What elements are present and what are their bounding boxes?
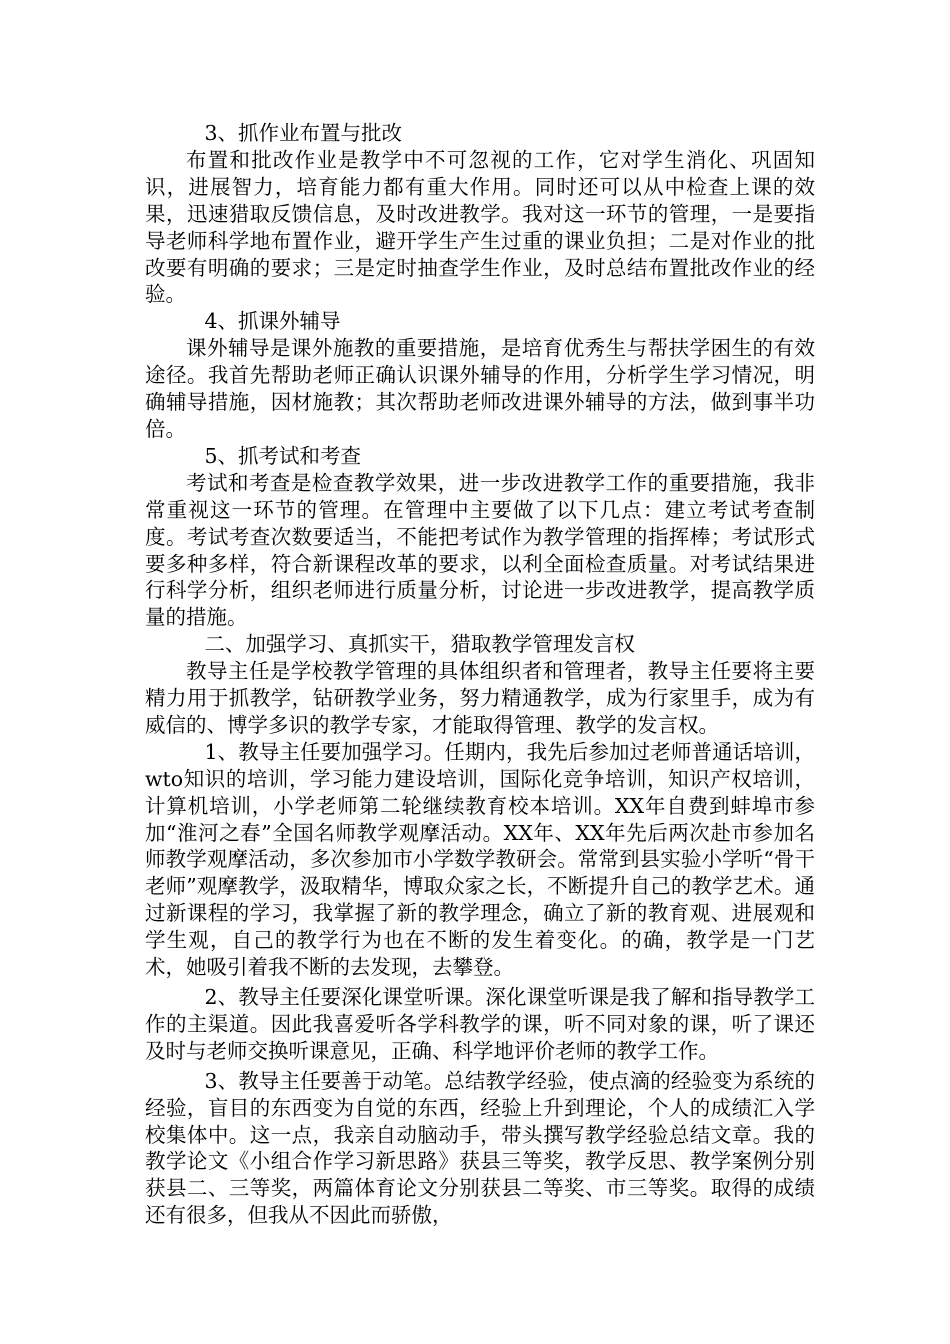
section-heading-tutoring: 4、抓课外辅导 <box>204 309 341 334</box>
paragraph-lesson-observation: 2、教导主任要深化课堂听课。深化课堂听课是我了解和指导教学工作的主渠道。因此我喜爱听各学科教学的课，听不同对象的课，听了课还及时与老师交换听课意见，正确、科学地评价老师的教学工作。 <box>145 985 815 1063</box>
paragraph-exams: 考试和考查是检查教学效果，进一步改进教学工作的重要措施，我非常重视这一环节的管理。在管理中主要做了以下几点：建立考试考查制度。考试考查次数要适当，不能把考试作为教学管理的指挥棒；考试形式要多种多样，符合新课程改革的要求，以利全面检查质量。对考试结果进行科学分析，组织老师进行质量分析，讨论进一步改进教学，提高教学质量的措施。 <box>145 470 815 630</box>
paragraph-study: 1、教导主任要加强学习。任期内，我先后参加过老师普通话培训，wto知识的培训，学习能力建设培训，国际化竞争培训，知识产权培训，计算机培训，小学老师第二轮继续教育校本培训。XX年自费到蚌埠市参加“淮河之春”全国名师教学观摩活动。XX年、XX年先后两次赴市参加名师教学观摩活动，多次参加市小学数学教研会。常常到县实验小学听“骨干老师”观摩教学，汲取精华，博取众家之长，不断提升自己的教学艺术。通过新课程的学习，我掌握了新的教学理念，确立了新的教育观、进展观和学生观，自己的教学行为也在不断的发生着变化。的确，教学是一门艺术，她吸引着我不断的去发现，去攀登。 <box>145 739 815 980</box>
section-heading-homework: 3、抓作业布置与批改 <box>204 121 402 145</box>
paragraph-homework: 布置和批改作业是教学中不可忽视的工作，它对学生消化、巩固知识，进展智力，培育能力都有重大作用。同时还可以从中检查上课的效果，迅速猎取反馈信息，及时改进教学。我对这一环节的管理，一是要指导老师科学地布置作业，避开学生产生过重的课业负担；二是对作业的批改要有明确的要求；三是定时抽查学生作业，及时总结布置批改作业的经验。 <box>145 147 815 307</box>
paragraph-writing: 3、教导主任要善于动笔。总结教学经验，使点滴的经验变为系统的经验，盲目的东西变为自觉的东西，经验上升到理论，个人的成绩汇入学校集体中。这一点，我亲自动脑动手，带头撰写教学经验总结文章。我的教学论文《小组合作学习新思路》获县三等奖，教学反思、教学案例分别获县二、三等奖，两篇体育论文分别获县二等奖、市三等奖。取得的成绩还有很多，但我从不因此而骄傲， <box>145 1068 815 1228</box>
paragraph-director-role: 教导主任是学校教学管理的具体组织者和管理者，教导主任要将主要精力用于抓教学，钻研教学业务，努力精通教学，成为行家里手，成为有威信的、博学多识的教学专家，才能取得管理、教学的发言权。 <box>145 659 815 737</box>
section-heading-exams: 5、抓考试和考查 <box>204 443 361 468</box>
document-body <box>145 120 815 1229</box>
section-heading-learning: 二、加强学习、真抓实干，猎取教学管理发言权 <box>204 632 635 657</box>
paragraph-tutoring: 课外辅导是课外施教的重要措施，是培育优秀生与帮扶学困生的有效途径。我首先帮助老师正确认识课外辅导的作用，分析学生学习情况，明确辅导措施，因材施教；其次帮助老师改进课外辅导的方法，做到事半功倍。 <box>145 336 815 441</box>
